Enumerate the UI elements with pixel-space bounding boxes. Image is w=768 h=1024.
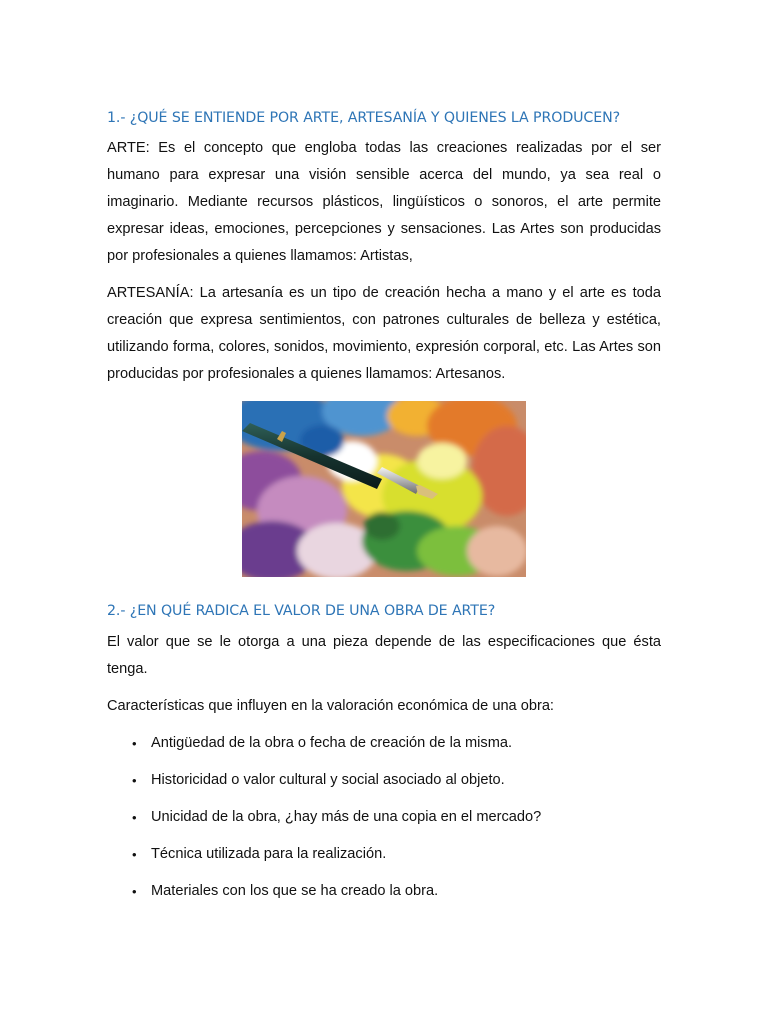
bullet-icon: • — [132, 847, 137, 862]
list-item — [107, 841, 661, 878]
bullet-icon: • — [132, 773, 137, 788]
list-item — [107, 767, 661, 804]
list-item-text: Antigüedad de la obra o fecha de creación de la misma. — [151, 735, 513, 751]
bullet-icon: • — [132, 736, 137, 751]
artesania-paragraph: ARTESANÍA: La artesanía es un tipo de creación hecha a mano y el arte es toda creación que expresa sentimientos, con patrones culturales de belleza y estética, utilizando forma, colores, sonidos, movimiento, expresión corporal, etc. Las Artes son producidas por profesionales a quienes llamamos: Artesanos. — [107, 285, 661, 382]
caracteristicas-intro: Características que influyen en la valoración económica de una obra: — [107, 698, 554, 714]
section-1-heading: 1.- ¿QUÉ SE ENTIENDE POR ARTE, ARTESANÍA Y QUIENES LA PRODUCEN? — [107, 110, 621, 126]
arte-paragraph: ARTE: Es el concepto que engloba todas las creaciones realizadas por el ser humano para expresar una visión sensible acerca del mundo, ya sea real o imaginario. Mediante recursos plásticos, lingüísticos o sonoros, el arte permite expresar ideas, emociones, percepciones y sensaciones. Las Artes son producidas por profesionales a quienes llamamos: Artistas, — [107, 140, 661, 264]
bullet-icon: • — [132, 884, 137, 899]
list-item-text: Unicidad de la obra, ¿hay más de una copia en el mercado? — [151, 809, 542, 825]
section-2-heading: 2.- ¿EN QUÉ RADICA EL VALOR DE UNA OBRA DE ARTE? — [107, 603, 496, 619]
bullet-icon: • — [132, 810, 137, 825]
caracteristicas-list — [107, 730, 661, 915]
list-item-text: Técnica utilizada para la realización. — [151, 846, 387, 862]
list-item-text: Historicidad o valor cultural y social asociado al objeto. — [151, 772, 505, 788]
list-item — [107, 878, 661, 915]
valor-paragraph: El valor que se le otorga a una pieza depende de las especificaciones que ésta tenga. — [107, 634, 661, 677]
list-item — [107, 804, 661, 841]
list-item-text: Materiales con los que se ha creado la obra. — [151, 883, 439, 899]
paint-palette-image — [242, 401, 526, 577]
list-item — [107, 730, 661, 767]
